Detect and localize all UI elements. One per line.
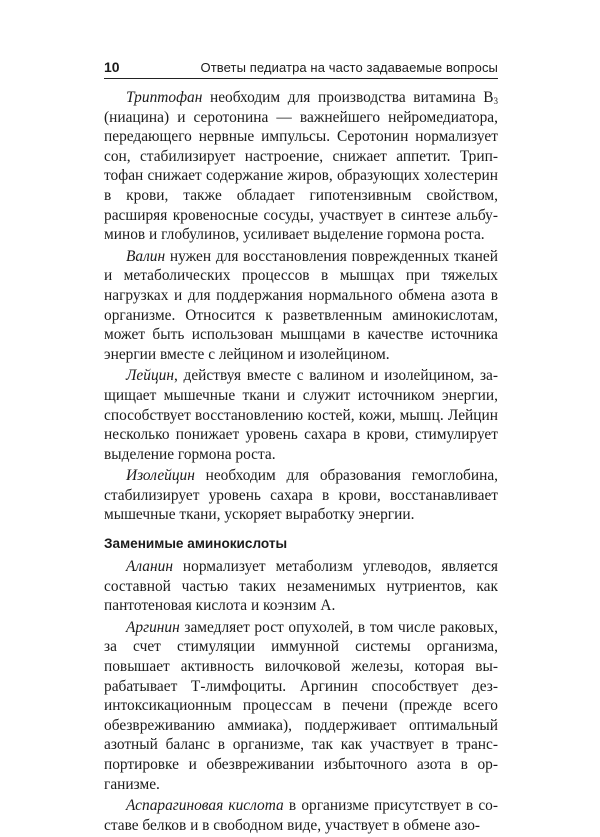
paragraph-leucine bbox=[104, 366, 498, 464]
term-arginine: Аргинин bbox=[126, 618, 180, 636]
section-heading: Заменимые аминокислоты bbox=[104, 536, 288, 552]
term-leucine: Лейцин bbox=[126, 367, 174, 385]
term-asparagine: Аспарагиновая кислота bbox=[126, 797, 284, 815]
term-alanine: Аланин bbox=[126, 558, 173, 576]
term-tryptophan: Триптофан bbox=[126, 89, 203, 106]
paragraph-asparagine bbox=[104, 796, 498, 835]
isoleucine-text: необходим для образования гемоглобина, стабилизирует уровень сахара в крови, восстанавливает мышечные ткани, ускоряет выработку энергии. bbox=[104, 467, 498, 524]
term-valine: Валин bbox=[126, 247, 166, 265]
paragraph-tryptophan bbox=[104, 88, 498, 245]
running-header bbox=[104, 58, 498, 79]
paragraph-arginine bbox=[104, 618, 498, 794]
vitamin-subscript: 3 bbox=[493, 96, 498, 106]
arginine-text: замедляет рост опухолей, в том числе раковых, за счет стимуляции иммунной системы организма, повышает активность вилочковой железы, которая вырабатывает Т-лимфоциты. Аргинин способствует дезинтоксикационным процессам в печени (прежде всего обезвреживанию аммиака), поддерживает оптимальный азотный баланс в организме, так как участвует в транспортировке и обезвреживании избыточного азота в организме. bbox=[104, 618, 498, 793]
page-number: 10 bbox=[104, 59, 120, 75]
book-title: Ответы педиатра на часто задаваемые вопросы bbox=[200, 60, 498, 75]
leucine-text: , действуя вместе с валином и изолейцином, защищает мышечные ткани и служит источником энергии, способствует восстановлению костей, кожи, мышц. Лейцин несколько понижает уровень сахара в крови, стимулирует выделение гормона роста. bbox=[104, 367, 498, 463]
tryptophan-text-a: необходим для производства витамина В bbox=[202, 89, 494, 106]
paragraph-valine bbox=[104, 247, 498, 365]
paragraph-alanine bbox=[104, 557, 498, 616]
alanine-text: нормализует метаболизм углеводов, является составной частью таких незаменимых нутриентов, как пантотеновая кислота и коэнзим А. bbox=[104, 558, 498, 615]
tryptophan-text-b: (ниацина) и серотонина — важнейшего нейромедиатора, передающего нервные импульсы. Серотонин нормализует сон, стабилизирует настроение, снижает аппетит. Триптофан снижает содержание жиров, образующих холестерин в крови, также обладает гипотензивным свойством, расширяя кровеносные сосуды, участвует в синтезе альбуминов и глобулинов, усиливает выделение гормона роста. bbox=[104, 108, 498, 244]
term-isoleucine: Изолейцин bbox=[126, 467, 195, 485]
paragraph-isoleucine bbox=[104, 466, 498, 525]
valine-text: нужен для восстановления поврежденных тканей и метаболических процессов в мышцах при тяжелых нагрузках и для поддержания нормального обмена азота в организме. Относится к разветвленным аминокислотам, может быть использован мышцами в качестве источника энергии вместе с лейцином и изолейцином. bbox=[104, 247, 498, 363]
main-text bbox=[104, 88, 498, 837]
asparagine-text: в организме присутствует в составе белков и в свободном виде, участвует в обмене азо- bbox=[104, 797, 498, 834]
